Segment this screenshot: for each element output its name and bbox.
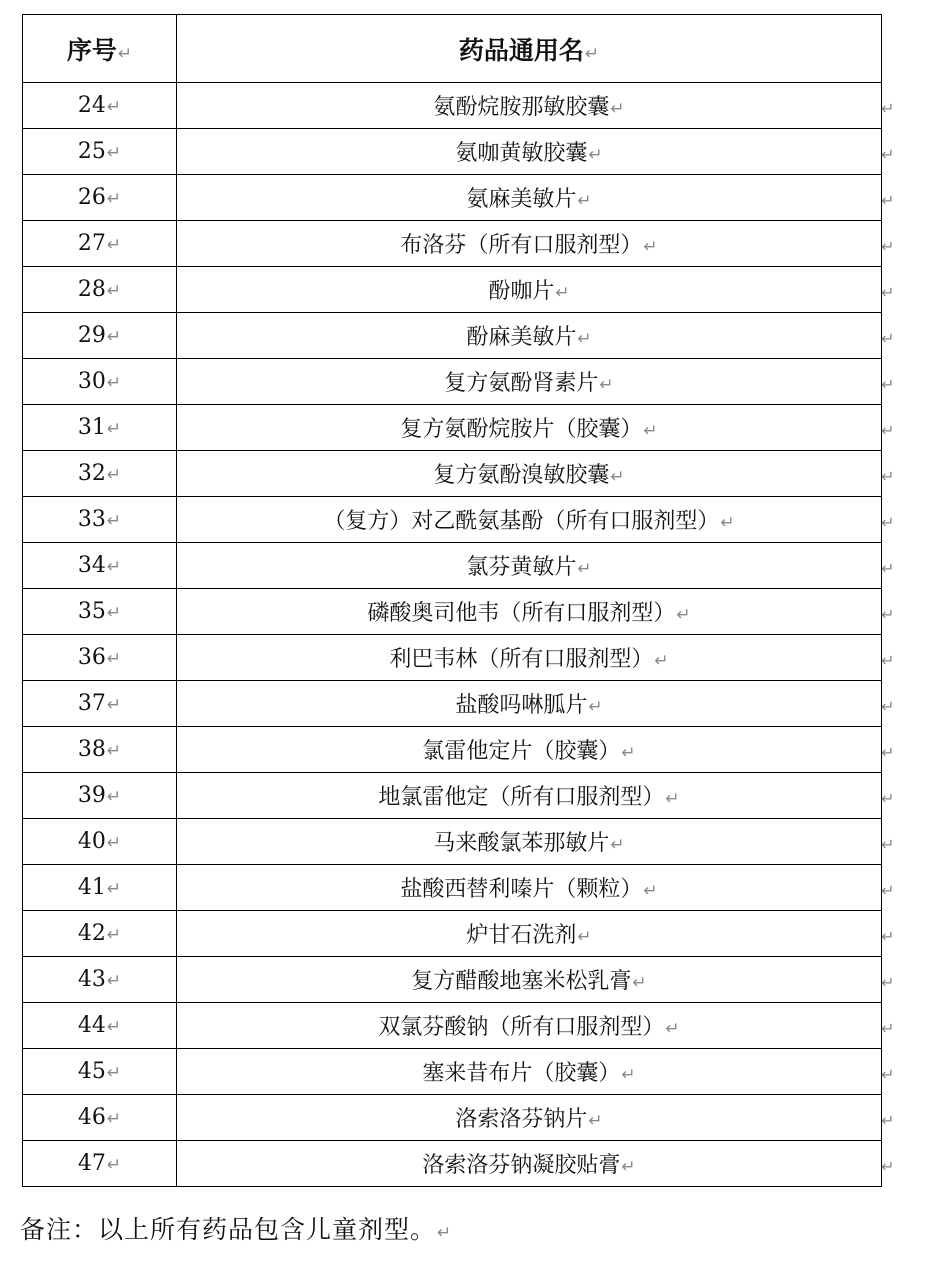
header-index-label: 序号 [66,35,117,65]
row-index-cell [23,83,177,129]
row-index-cell [23,497,177,543]
row-index: 41 [77,875,106,900]
row-end-mark-icon: ↵ [881,927,895,946]
row-end-mark-icon: ↵ [881,835,895,854]
row-index: 30 [77,369,106,394]
paragraph-mark-icon: ↵ [106,511,122,531]
paragraph-mark-icon: ↵ [106,373,122,393]
paragraph-mark-icon: ↵ [599,375,614,395]
row-index-cell [23,635,177,681]
row-drug-name: 氨麻美敏片 [466,187,577,212]
row-index: 47 [77,1151,106,1176]
row-drug-name-cell [177,865,882,911]
row-drug-name: 氨咖黄敏胶囊 [455,141,588,166]
row-drug-name-cell [177,1003,882,1049]
paragraph-mark-icon: ↵ [555,283,570,303]
paragraph-mark-icon: ↵ [577,191,592,211]
row-index-cell [23,589,177,635]
row-drug-name: 地氯雷他定（所有口服剂型） [378,785,665,810]
row-drug-name-cell [177,451,882,497]
row-drug-name: 复方氨酚肾素片 [444,371,599,396]
row-drug-name: 复方氨酚溴敏胶囊 [433,463,610,488]
row-end-mark-icon: ↵ [881,789,895,808]
paragraph-mark-icon: ↵ [654,651,669,671]
paragraph-mark-icon: ↵ [632,973,647,993]
header-index [23,15,177,83]
row-drug-name-cell [177,1095,882,1141]
row-index: 34 [77,553,106,578]
row-index-cell [23,313,177,359]
table-row [23,405,882,451]
paragraph-mark-icon: ↵ [588,697,603,717]
table-row [23,543,882,589]
header-drug-name [177,15,882,83]
paragraph-mark-icon: ↵ [106,833,122,853]
row-end-mark-icon: ↵ [881,559,895,578]
drug-list-table [22,14,882,1187]
row-drug-name-cell [177,83,882,129]
row-index: 40 [77,829,106,854]
row-index: 33 [77,507,106,532]
paragraph-mark-icon: ↵ [106,649,122,669]
row-index: 35 [77,599,106,624]
table-row [23,451,882,497]
row-end-mark-icon: ↵ [881,283,895,302]
row-index: 24 [77,93,106,118]
row-drug-name-cell [177,497,882,543]
row-drug-name-cell [177,819,882,865]
row-index-cell [23,727,177,773]
row-index: 45 [77,1059,106,1084]
row-index-cell [23,543,177,589]
row-drug-name-cell [177,1141,882,1187]
paragraph-mark-icon: ↵ [643,421,658,441]
paragraph-mark-icon: ↵ [106,465,122,485]
paragraph-mark-icon: ↵ [106,741,122,761]
row-index: 44 [77,1013,106,1038]
paragraph-mark-icon: ↵ [665,1019,680,1039]
row-drug-name: 复方氨酚烷胺片（胶囊） [400,417,643,442]
row-drug-name-cell [177,129,882,175]
table-header-row [23,15,882,83]
row-drug-name: 氯芬黄敏片 [466,555,577,580]
row-end-mark-icon: ↵ [881,651,895,670]
row-index: 25 [77,139,106,164]
table-row [23,819,882,865]
row-drug-name-cell [177,911,882,957]
row-drug-name: 复方醋酸地塞米松乳膏 [411,969,632,994]
row-drug-name-cell [177,1049,882,1095]
table-row [23,589,882,635]
table-row [23,175,882,221]
note-label: 备注：以上所有药品包含儿童剂型。 [20,1215,437,1244]
table-row [23,83,882,129]
row-drug-name-cell [177,727,882,773]
paragraph-mark-icon: ↵ [584,43,600,64]
row-drug-name-cell [177,681,882,727]
row-drug-name-cell [177,313,882,359]
table-row [23,267,882,313]
row-index-cell [23,175,177,221]
table-row [23,359,882,405]
row-index: 36 [77,645,106,670]
header-drug-name-label: 药品通用名 [458,35,584,65]
row-drug-name-cell [177,635,882,681]
row-drug-name: 利巴韦林（所有口服剂型） [389,647,654,672]
paragraph-mark-icon: ↵ [106,327,122,347]
row-index: 27 [77,231,106,256]
row-end-mark-icon: ↵ [881,1065,895,1084]
paragraph-mark-icon: ↵ [588,1111,603,1131]
row-index-cell [23,957,177,1003]
row-drug-name-cell [177,773,882,819]
table-row [23,313,882,359]
row-end-mark-icon: ↵ [881,881,895,900]
paragraph-mark-icon: ↵ [643,881,658,901]
paragraph-mark-icon: ↵ [106,419,122,439]
paragraph-mark-icon: ↵ [621,743,636,763]
row-drug-name: 盐酸吗啉胍片 [455,693,588,718]
row-index-cell [23,129,177,175]
row-index-cell [23,1141,177,1187]
paragraph-mark-icon: ↵ [643,237,658,257]
row-end-mark-icon: ↵ [881,145,895,164]
row-index-cell [23,819,177,865]
row-end-mark-icon: ↵ [881,605,895,624]
paragraph-mark-icon: ↵ [117,43,133,64]
row-end-mark-icon: ↵ [881,191,895,210]
row-drug-name-cell [177,405,882,451]
paragraph-mark-icon: ↵ [106,143,122,163]
row-drug-name: 酚麻美敏片 [466,325,577,350]
row-end-mark-icon: ↵ [881,697,895,716]
paragraph-mark-icon: ↵ [621,1157,636,1177]
table-row [23,221,882,267]
paragraph-mark-icon: ↵ [106,1155,122,1175]
paragraph-mark-icon: ↵ [610,99,625,119]
row-index-cell [23,681,177,727]
table-row [23,497,882,543]
row-index-cell [23,221,177,267]
paragraph-mark-icon: ↵ [577,329,592,349]
paragraph-mark-icon: ↵ [577,559,592,579]
paragraph-mark-icon: ↵ [106,971,122,991]
row-drug-name-cell [177,543,882,589]
row-index: 39 [77,783,106,808]
paragraph-mark-icon: ↵ [106,603,122,623]
table-row [23,1141,882,1187]
row-drug-name: （复方）对乙酰氨基酚（所有口服剂型） [323,509,720,534]
paragraph-mark-icon: ↵ [106,97,122,117]
row-index-cell [23,451,177,497]
row-index: 37 [77,691,106,716]
row-index-cell [23,773,177,819]
row-index-cell [23,405,177,451]
paragraph-mark-icon: ↵ [106,787,122,807]
row-end-mark-icon: ↵ [881,973,895,992]
paragraph-mark-icon: ↵ [106,925,122,945]
row-index: 38 [77,737,106,762]
paragraph-mark-icon: ↵ [106,281,122,301]
paragraph-mark-icon: ↵ [106,695,122,715]
paragraph-mark-icon: ↵ [577,927,592,947]
note-text [20,1210,452,1246]
table-row [23,635,882,681]
paragraph-mark-icon: ↵ [106,1017,122,1037]
row-drug-name: 塞来昔布片（胶囊） [422,1061,621,1086]
row-drug-name-cell [177,957,882,1003]
paragraph-mark-icon: ↵ [106,235,122,255]
row-index-cell [23,865,177,911]
row-drug-name: 洛索洛芬钠片 [455,1107,588,1132]
row-drug-name-cell [177,175,882,221]
row-drug-name-cell [177,589,882,635]
row-index: 31 [77,415,106,440]
row-drug-name: 洛索洛芬钠凝胶贴膏 [422,1153,621,1178]
paragraph-mark-icon: ↵ [437,1223,453,1243]
row-index: 32 [77,461,106,486]
row-index-cell [23,1095,177,1141]
row-drug-name: 磷酸奥司他韦（所有口服剂型） [367,601,676,626]
row-end-mark-icon: ↵ [881,743,895,762]
table-row [23,1003,882,1049]
paragraph-mark-icon: ↵ [621,1065,636,1085]
row-end-mark-icon: ↵ [881,467,895,486]
row-index: 28 [77,277,106,302]
table-row [23,957,882,1003]
row-end-mark-icon: ↵ [881,237,895,256]
row-index-cell [23,1003,177,1049]
row-end-marks [881,82,901,1186]
paragraph-mark-icon: ↵ [106,1109,122,1129]
paragraph-mark-icon: ↵ [665,789,680,809]
row-drug-name-cell [177,267,882,313]
row-drug-name: 氨酚烷胺那敏胶囊 [433,95,610,120]
row-index: 29 [77,323,106,348]
row-index: 42 [77,921,106,946]
row-index-cell [23,911,177,957]
paragraph-mark-icon: ↵ [588,145,603,165]
paragraph-mark-icon: ↵ [106,879,122,899]
table-row [23,773,882,819]
table-row [23,681,882,727]
row-drug-name: 炉甘石洗剂 [466,923,577,948]
paragraph-mark-icon: ↵ [106,557,122,577]
row-end-mark-icon: ↵ [881,513,895,532]
row-drug-name: 氯雷他定片（胶囊） [422,739,621,764]
row-drug-name: 布洛芬（所有口服剂型） [400,233,643,258]
row-end-mark-icon: ↵ [881,99,895,118]
paragraph-mark-icon: ↵ [610,467,625,487]
paragraph-mark-icon: ↵ [676,605,691,625]
row-drug-name: 盐酸西替利嗪片（颗粒） [400,877,643,902]
table-row [23,727,882,773]
table-row [23,865,882,911]
row-end-mark-icon: ↵ [881,329,895,348]
row-end-mark-icon: ↵ [881,421,895,440]
row-end-mark-icon: ↵ [881,1019,895,1038]
row-end-mark-icon: ↵ [881,375,895,394]
table-body [23,83,882,1187]
table-row [23,1095,882,1141]
paragraph-mark-icon: ↵ [106,1063,122,1083]
paragraph-mark-icon: ↵ [106,189,122,209]
row-index-cell [23,267,177,313]
row-drug-name: 双氯芬酸钠（所有口服剂型） [378,1015,665,1040]
row-drug-name: 马来酸氯苯那敏片 [433,831,610,856]
row-end-mark-icon: ↵ [881,1157,895,1176]
row-index: 26 [77,185,106,210]
row-index-cell [23,1049,177,1095]
row-index: 43 [77,967,106,992]
row-index-cell [23,359,177,405]
row-drug-name-cell [177,359,882,405]
table-row [23,1049,882,1095]
table-row [23,129,882,175]
paragraph-mark-icon: ↵ [720,513,735,533]
paragraph-mark-icon: ↵ [610,835,625,855]
row-drug-name: 酚咖片 [488,279,555,304]
row-index: 46 [77,1105,106,1130]
row-end-mark-icon: ↵ [881,1111,895,1130]
row-drug-name-cell [177,221,882,267]
table-row [23,911,882,957]
